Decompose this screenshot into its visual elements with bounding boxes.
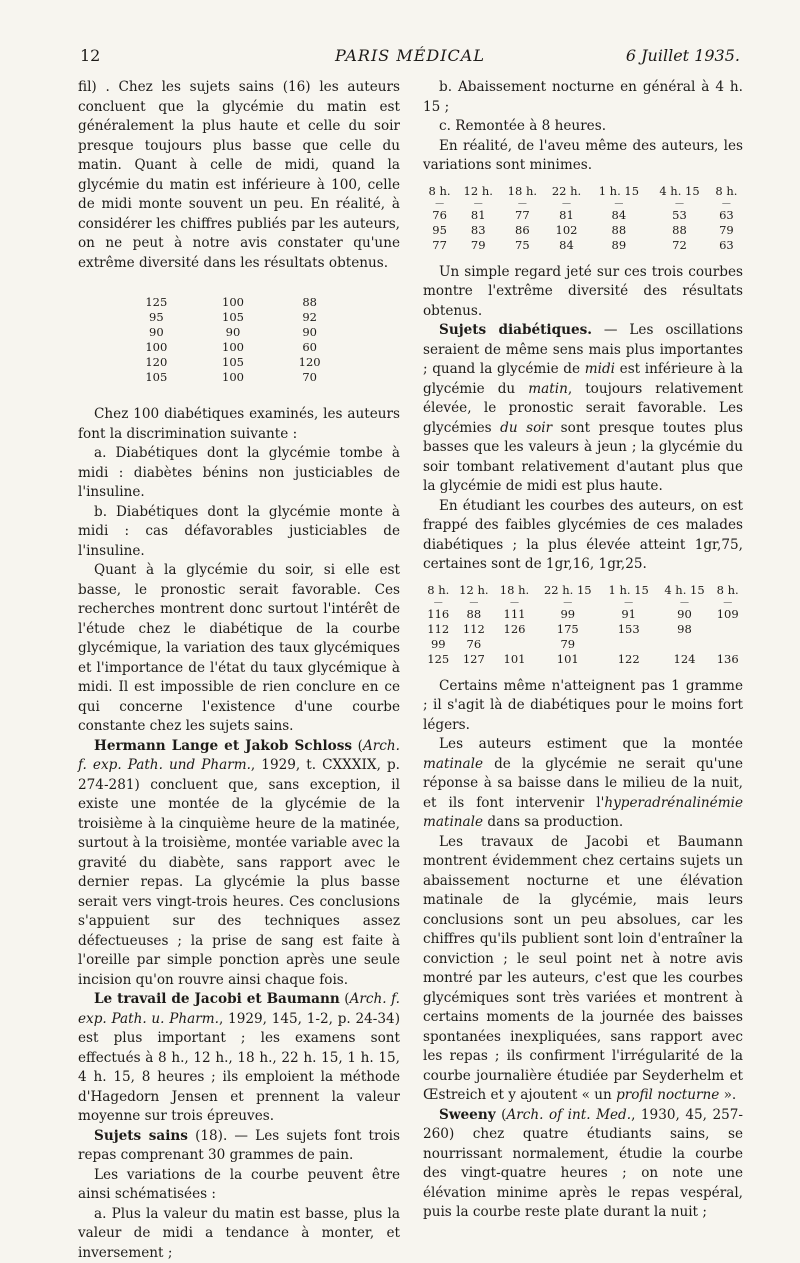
paragraph-text: , toujours relativement élevée, le pronostic serait favorable. Les glycémies	[423, 381, 743, 436]
table-cell: 120	[271, 355, 348, 370]
paragraph: Un simple regard jeté sur ces trois courbes montre l'extrême diversité des résultats obtenus.	[423, 263, 743, 322]
paragraph-text: de la glycémie ne serait qu'une réponse à sa baisse dans le milieu de la nuit, et ils font intervenir l'	[423, 756, 743, 811]
table-cell: 53	[649, 208, 710, 223]
paragraph: En étudiant les courbes des auteurs, on est frappé des faibles glycémies de ces malades diabétiques ; la plus élevée atteint 1gr,75, certaines sont de 1gr,16, 1gr,25.	[423, 497, 743, 575]
table-cell: 100	[195, 340, 272, 355]
paragraph-text: , 1930, 45, 257-260) chez quatre étudiants sains, se nourrissant normalement, étudie la courbe des vingt-quatre heures ; on note une élévation minime après le repas vespéral, puis la courbe reste plate durant la nuit ;	[423, 1107, 743, 1221]
table-cell: 86	[500, 223, 544, 238]
page-header	[80, 46, 740, 72]
table-cell: 95	[423, 223, 456, 238]
header-rule: —	[535, 599, 601, 607]
table-row	[118, 340, 348, 355]
header-rule: —	[454, 599, 495, 607]
healthy-subjects-table	[118, 295, 348, 385]
paragraph: b. Abaissement nocturne en général à 4 h. 15 ;	[423, 78, 743, 117]
paragraph: c. Remontée à 8 heures.	[423, 117, 743, 137]
table-cell: 84	[589, 208, 650, 223]
table-cell: 81	[544, 208, 588, 223]
column-header: 22 h. 15	[535, 583, 601, 599]
table-row	[423, 223, 743, 238]
table-cell: 105	[195, 355, 272, 370]
table-cell: 76	[454, 637, 495, 652]
reference: Arch. of int. Med.	[506, 1107, 631, 1123]
header-rule: —	[500, 200, 544, 208]
table-cell	[712, 637, 743, 652]
emphasis: hyperadrénalinémie matinale	[423, 795, 743, 831]
table-row	[423, 208, 743, 223]
table-cell	[494, 637, 535, 652]
paragraph-text: , 1929, 145, 1-2, p. 24-34) est plus important ; les examens sont effectués à 8 h., 12 h., 18 h., 22 h. 15, 1 h. 15, 4 h. 15, 8 heures ; ils emploient la méthode d'Hagedorn Jensen et prennent la valeur moyenne sur trois épreuves.	[78, 1011, 400, 1125]
column-header: 4 h. 15	[649, 184, 710, 200]
paragraph-text: Les travaux de Jacobi et Baumann montrent évidemment chez certains sujets un abaissement nocturne et une élévation matinale de la glycémie, mais leurs conclusions sont un peu absolues, car les chiffres qu'ils publient sont loin d'entraîner la conviction ; le seul point net à notre avis montré par les auteurs, c'est que les courbes glycémiques sont très variées et montrent à certains moments de la journée des baisses spontanées inexpliquées, sans rapport avec les repas ; ils confirment l'irrégularité de la courbe journalière étudiée par Seyderhelm et Œstreich et y ajoutent « un	[423, 834, 743, 1104]
table-cell: 100	[118, 340, 195, 355]
header-rule: —	[494, 599, 535, 607]
paragraph: a. Diabétiques dont la glycémie tombe à midi : diabètes bénins non justiciables de l'insuline.	[78, 444, 400, 503]
paragraph-travaux	[423, 833, 743, 1106]
table-cell: 77	[423, 238, 456, 253]
paragraph: Les variations de la courbe peuvent être ainsi schématisées :	[78, 1166, 400, 1205]
table-cell: 99	[423, 637, 454, 652]
table-cell	[601, 637, 657, 652]
column-header: 8 h.	[710, 184, 743, 200]
paragraph-lange-schloss	[78, 737, 400, 991]
paragraph: En réalité, de l'aveu même des auteurs, les variations sont minimes.	[423, 137, 743, 176]
table-cell: 105	[118, 370, 195, 385]
table-cell: 122	[601, 652, 657, 667]
paragraph-text: ».	[719, 1087, 736, 1103]
table-cell: 136	[712, 652, 743, 667]
author-names: Sweeny	[439, 1107, 496, 1123]
paragraph-text: Les auteurs estiment que la montée	[439, 736, 743, 752]
paragraph: a. Plus la valeur du matin est basse, plus la valeur de midi a tendance à monter, et inversement ;	[78, 1205, 400, 1263]
paragraph: Quant à la glycémie du soir, si elle est basse, le pronostic serait favorable. Ces recherches montrent donc surtout l'intérêt de l'étude chez le diabétique de la courbe glycémique, la variation des taux glycémiques et l'importance de l'état du taux glycémique à midi. Il est impossible de rien conclure en ce qui concerne l'existence d'une courbe constante chez les sujets sains.	[78, 561, 400, 737]
table-row	[423, 622, 743, 637]
table-cell: 101	[494, 652, 535, 667]
healthy-hourly-table	[423, 184, 743, 253]
table-rule-row	[423, 599, 743, 607]
column-header: 4 h. 15	[657, 583, 713, 599]
table-cell: 127	[454, 652, 495, 667]
table-cell: 60	[271, 340, 348, 355]
header-rule: —	[423, 599, 454, 607]
table-cell: 175	[535, 622, 601, 637]
table-cell: 90	[657, 607, 713, 622]
paragraph-jacobi-baumann	[78, 990, 400, 1127]
paragraph-text: sont presque toutes plus basses que les valeurs à jeun ; la glycémie du soir tombant relativement d'autant plus que la glycémie de midi est plus haute.	[423, 420, 743, 495]
right-column	[423, 78, 743, 1223]
table-cell: 83	[456, 223, 500, 238]
table-rule-row	[423, 200, 743, 208]
paragraph-sujets-sains	[78, 1127, 400, 1166]
emphasis: matinale	[423, 756, 483, 772]
table-cell: 84	[544, 238, 588, 253]
paren: (	[358, 738, 363, 754]
emphasis: matin	[528, 381, 568, 397]
column-header: 8 h.	[423, 184, 456, 200]
header-rule: —	[710, 200, 743, 208]
paragraph-sweeny	[423, 1106, 743, 1223]
header-rule: —	[589, 200, 650, 208]
table-cell: 101	[535, 652, 601, 667]
header-rule: —	[657, 599, 713, 607]
table-cell: 79	[710, 223, 743, 238]
column-header: 22 h.	[544, 184, 588, 200]
table-cell: 112	[454, 622, 495, 637]
table-cell: 100	[195, 295, 272, 310]
table-cell: 91	[601, 607, 657, 622]
paragraph-text: (18). — Les sujets font trois repas comprenant 30 grammes de pain.	[78, 1128, 400, 1164]
section-title: Sujets diabétiques.	[439, 322, 592, 338]
table-cell: 111	[494, 607, 535, 622]
header-rule: —	[456, 200, 500, 208]
table-cell: 79	[535, 637, 601, 652]
table-cell: 105	[195, 310, 272, 325]
table-cell: 63	[710, 238, 743, 253]
table-row	[118, 370, 348, 385]
table-cell: 89	[589, 238, 650, 253]
emphasis: du soir	[500, 420, 552, 436]
issue-date: 6 Juillet 1935.	[626, 46, 740, 66]
column-header: 12 h.	[454, 583, 495, 599]
header-rule: —	[423, 200, 456, 208]
table-header-row	[423, 583, 743, 599]
column-header: 12 h.	[456, 184, 500, 200]
table-row	[118, 355, 348, 370]
emphasis: midi	[585, 361, 615, 377]
table-cell: 79	[456, 238, 500, 253]
section-title: Le travail de Jacobi et Baumann	[94, 991, 340, 1007]
column-header: 1 h. 15	[589, 184, 650, 200]
table-cell: 125	[118, 295, 195, 310]
paragraph-sujets-diabetiques	[423, 321, 743, 497]
table-cell: 76	[423, 208, 456, 223]
column-header: 18 h.	[500, 184, 544, 200]
table-row	[423, 238, 743, 253]
table-row	[423, 652, 743, 667]
table-row	[118, 295, 348, 310]
column-header: 8 h.	[423, 583, 454, 599]
table-cell: 88	[454, 607, 495, 622]
header-rule: —	[544, 200, 588, 208]
table-cell: 88	[271, 295, 348, 310]
column-header: 8 h.	[712, 583, 743, 599]
table-cell: 120	[118, 355, 195, 370]
table-cell: 99	[535, 607, 601, 622]
reference: Arch. f. exp. Path. und Pharm.	[78, 738, 400, 774]
header-rule: —	[649, 200, 710, 208]
paragraph-text: est inférieure à la glycémie du	[423, 361, 743, 397]
table-cell: 109	[712, 607, 743, 622]
table-cell: 92	[271, 310, 348, 325]
table-cell: 88	[649, 223, 710, 238]
table-cell: 75	[500, 238, 544, 253]
paren: (	[344, 991, 349, 1007]
table-cell: 95	[118, 310, 195, 325]
table-row	[118, 310, 348, 325]
paragraph-text: , 1929, t. CXXXIX, p. 274-281) concluent que, sans exception, il existe une montée de la glycémie de la troisième à la cinquième heure de la matinée, surtout à la troisième, montée variable avec la gravité du diabète, sans rapport avec le dernier repas. La glycémie la plus basse serait vers vingt-trois heures. Ces conclusions s'appuient sur des techniques assez défectueuses ; la prise de sang est faite à l'oreille par simple ponction après une seule incision qu'on rouvre ainsi chaque fois.	[78, 757, 400, 988]
table-cell: 72	[649, 238, 710, 253]
column-header: 18 h.	[494, 583, 535, 599]
table-cell: 126	[494, 622, 535, 637]
paren: (	[496, 1107, 507, 1123]
table-cell: 90	[195, 325, 272, 340]
left-column	[78, 78, 400, 1263]
paragraph: Certains même n'atteignent pas 1 gramme ; il s'agit là de diabétiques pour le moins fort légers.	[423, 677, 743, 736]
table-cell: 124	[657, 652, 713, 667]
table-cell: 81	[456, 208, 500, 223]
table-cell: 153	[601, 622, 657, 637]
paragraph: Chez 100 diabétiques examinés, les auteurs font la discrimination suivante :	[78, 405, 400, 444]
table-cell: 98	[657, 622, 713, 637]
table-row	[423, 607, 743, 622]
table-cell	[712, 622, 743, 637]
paragraph: fil) . Chez les sujets sains (16) les auteurs concluent que la glycémie du matin est généralement la plus haute et celle du soir presque toujours plus basse que celle du matin. Quant à celle de midi, quand la glycémie du matin est inférieure à 100, celle de midi monte souvent un peu. En réalité, à considérer les chiffres publiés par les auteurs, on ne peut à notre avis constater qu'une extrême diversité dans les résultats obtenus.	[78, 78, 400, 273]
table-cell: 63	[710, 208, 743, 223]
column-header: 1 h. 15	[601, 583, 657, 599]
section-title: Sujets sains	[94, 1128, 188, 1144]
table-cell	[657, 637, 713, 652]
table-cell: 100	[195, 370, 272, 385]
paragraph-text: dans sa production.	[483, 814, 623, 830]
paragraph-text: — Les oscillations seraient de même sens mais plus importantes ; quand la glycémie de	[423, 322, 743, 377]
author-names: Hermann Lange et Jakob Schloss	[94, 738, 352, 754]
reference: Arch. f. exp. Path. u. Pharm.	[78, 991, 400, 1027]
table-cell: 70	[271, 370, 348, 385]
table-row	[118, 325, 348, 340]
header-rule: —	[712, 599, 743, 607]
page-number: 12	[80, 46, 100, 66]
table-cell: 88	[589, 223, 650, 238]
table-header-row	[423, 184, 743, 200]
table-cell: 90	[271, 325, 348, 340]
table-cell: 102	[544, 223, 588, 238]
header-rule: —	[601, 599, 657, 607]
table-cell: 77	[500, 208, 544, 223]
diabetic-hourly-table	[423, 583, 743, 667]
table-cell: 90	[118, 325, 195, 340]
table-cell: 125	[423, 652, 454, 667]
paragraph-montee-matinale	[423, 735, 743, 833]
table-cell: 112	[423, 622, 454, 637]
emphasis: profil nocturne	[616, 1087, 719, 1103]
table-row	[423, 637, 743, 652]
paragraph: b. Diabétiques dont la glycémie monte à midi : cas défavorables justiciables de l'insuline.	[78, 503, 400, 562]
journal-title: PARIS MÉDICAL	[80, 46, 740, 66]
table-cell: 116	[423, 607, 454, 622]
